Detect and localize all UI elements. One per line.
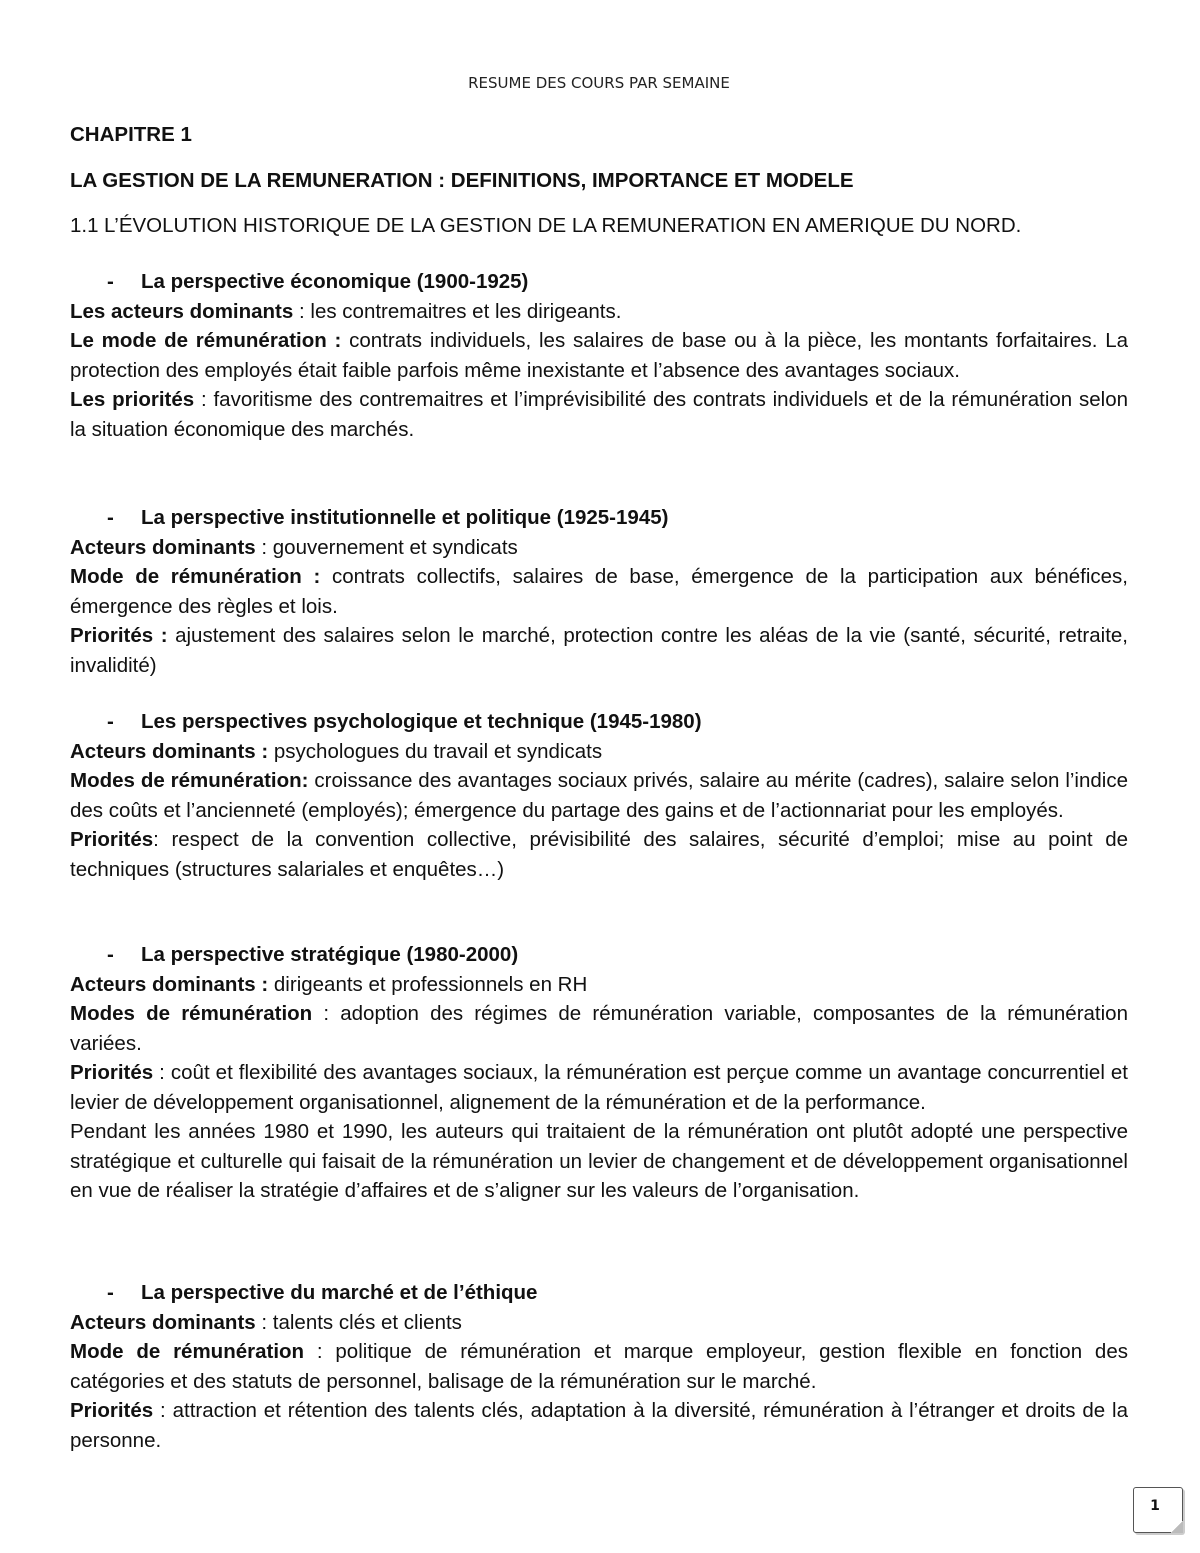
perspective-heading: - La perspective du marché et de l’éthique — [70, 1278, 1128, 1308]
paragraph — [70, 1117, 1128, 1206]
paragraph-label: Modes de rémunération — [70, 1002, 313, 1025]
paragraph-text: ajustement des salaires selon le marché, protection contre les aléas de la vie (santé, sécurité, retraite, invalidité) — [70, 624, 1128, 677]
paragraph-label: Acteurs dominants : — [70, 972, 269, 996]
paragraph — [70, 562, 1128, 621]
paragraph-text: respect de la convention collective, prévisibilité des salaires, sécurité d’emploi; mise au point de techniques (structures salariales et enquêtes…) — [70, 828, 1128, 881]
paragraph — [70, 326, 1128, 385]
paragraph: Priorités: respect de la convention collective, prévisibilité des salaires, sécurité d’emploi; mise au point de techniques (structures salariales et enquêtes…) — [70, 828, 1128, 881]
bullet-dash: - — [107, 710, 114, 733]
paragraph: Priorités : attraction et rétention des talents clés, adaptation à la diversité, rémunération à l’étranger et droits de la personne. — [70, 1399, 1128, 1452]
paragraph-text: les contremaitres et les dirigeants. — [310, 299, 622, 323]
bullet-dash: - — [107, 270, 114, 293]
page-header: RESUME DES COURS PAR SEMAINE — [468, 74, 730, 92]
bullet-dash: - — [107, 506, 114, 529]
paragraph: Modes de rémunération : adoption des régimes de rémunération variable, composantes de la rémunération variées. — [70, 1002, 1128, 1055]
bullet-dash: - — [107, 1281, 114, 1304]
paragraph-text: contrats individuels, les salaires de base ou à la pièce, les montants forfaitaires. La protection des employés était faible parfois même inexistante et l’absence des avantages sociaux. — [70, 329, 1128, 382]
paragraph-label: Les priorités — [70, 388, 195, 411]
paragraph-text: talents clés et clients — [272, 1310, 462, 1334]
paragraph-text: politique de rémunération et marque employeur, gestion flexible en fonction des catégories et des statuts de personnel, balisage de la rémunération sur le marché. — [70, 1340, 1128, 1393]
page-number: 1 — [1150, 1498, 1160, 1514]
paragraph-text: coût et flexibilité des avantages sociaux, la rémunération est perçue comme un avantage concurrentiel et levier de développement organisationnel, alignement de la rémunération et de la performance. — [70, 1061, 1128, 1114]
paragraph — [70, 737, 1128, 767]
paragraph-text: psychologues du travail et syndicats — [273, 739, 603, 763]
perspective-heading: - La perspective stratégique (1980-2000) — [70, 940, 1128, 970]
page-fold-corner — [1171, 1521, 1183, 1533]
perspective-block — [70, 267, 1128, 444]
paragraph — [70, 621, 1128, 680]
paragraph — [70, 766, 1128, 825]
chapter-heading: CHAPITRE 1 — [70, 123, 192, 146]
paragraph-label: Mode de rémunération — [70, 1340, 305, 1363]
paragraph-text: favoritisme des contremaitres et l’imprévisibilité des contrats individuels et de la rémunération selon la situation économique des marchés. — [70, 388, 1129, 441]
page-number-box — [1133, 1487, 1183, 1533]
paragraph — [70, 970, 1128, 1000]
paragraph-label: Modes de rémunération: — [70, 769, 309, 792]
section-number: 1.1 — [70, 214, 99, 237]
paragraph-label: Acteurs dominants — [70, 1310, 256, 1334]
paragraph: Les acteurs dominants : les contremaitres et les dirigeants. — [70, 299, 622, 323]
bullet-dash: - — [107, 943, 114, 966]
paragraph-label: Priorités — [70, 1061, 154, 1084]
paragraph-label: Acteurs dominants — [70, 535, 256, 559]
section-title: L’ÉVOLUTION HISTORIQUE DE LA GESTION DE LA REMUNERATION EN AMERIQUE DU NORD. — [104, 214, 1022, 237]
paragraph-text: Pendant les années 1980 et 1990, les auteurs qui traitaient de la rémunération ont plutôt adopté une perspective stratégique et culturelle qui faisait de la rémunération un levier de changement et de développement organisationnel en vue de réaliser la stratégie d’affaires et de s’aligner sur les valeurs de l’organisation. — [70, 1120, 1128, 1202]
paragraph-text: croissance des avantages sociaux privés, salaire au mérite (cadres), salaire selon l’indice des coûts et l’ancienneté (employés); émergence du partage des gains et de l’actionnariat pour les employés. — [70, 769, 1128, 822]
paragraph-label: Le mode de rémunération : — [70, 329, 342, 352]
paragraph: Acteurs dominants : gouvernement et syndicats — [70, 535, 518, 559]
paragraph: Les priorités : favoritisme des contremaitres et l’imprévisibilité des contrats individuels et de la rémunération selon la situation économique des marchés. — [70, 388, 1129, 441]
paragraph-label: Mode de rémunération : — [70, 565, 321, 588]
perspective-heading: - La perspective économique (1900-1925) — [70, 267, 1128, 297]
paragraph-label: Priorités : — [70, 624, 168, 647]
paragraph-text: attraction et rétention des talents clés, adaptation à la diversité, rémunération à l’étranger et droits de la personne. — [70, 1399, 1128, 1452]
paragraph-text: dirigeants et professionnels en RH — [273, 972, 588, 996]
paragraph: Priorités : coût et flexibilité des avantages sociaux, la rémunération est perçue comme un avantage concurrentiel et levier de développement organisationnel, alignement de la rémunération et de la performance. — [70, 1061, 1128, 1114]
paragraph: Mode de rémunération : politique de rémunération et marque employeur, gestion flexible en fonction des catégories et des statuts de personnel, balisage de la rémunération sur le marché. — [70, 1340, 1128, 1393]
perspective-block — [70, 707, 1128, 884]
paragraph-text: contrats collectifs, salaires de base, émergence de la participation aux bénéfices, émergence des règles et lois. — [70, 565, 1128, 618]
paragraph-label: Priorités — [70, 828, 154, 851]
paragraph-label: Priorités — [70, 1399, 154, 1422]
paragraph-text: adoption des régimes de rémunération variable, composantes de la rémunération variées. — [70, 1002, 1128, 1055]
paragraph-label: Les acteurs dominants — [70, 299, 294, 323]
perspective-heading: - Les perspectives psychologique et technique (1945-1980) — [70, 707, 1128, 737]
perspective-block — [70, 503, 1128, 680]
perspective-block — [70, 940, 1128, 1206]
section-heading — [70, 212, 1128, 240]
paragraph-label: Acteurs dominants : — [70, 739, 269, 763]
perspective-heading: - La perspective institutionnelle et politique (1925-1945) — [70, 503, 1128, 533]
perspective-block — [70, 1278, 1128, 1455]
paragraph-text: gouvernement et syndicats — [272, 535, 518, 559]
chapter-title: LA GESTION DE LA REMUNERATION : DEFINITIONS, IMPORTANCE ET MODELE — [70, 169, 854, 192]
paragraph: Acteurs dominants : talents clés et clients — [70, 1310, 462, 1334]
